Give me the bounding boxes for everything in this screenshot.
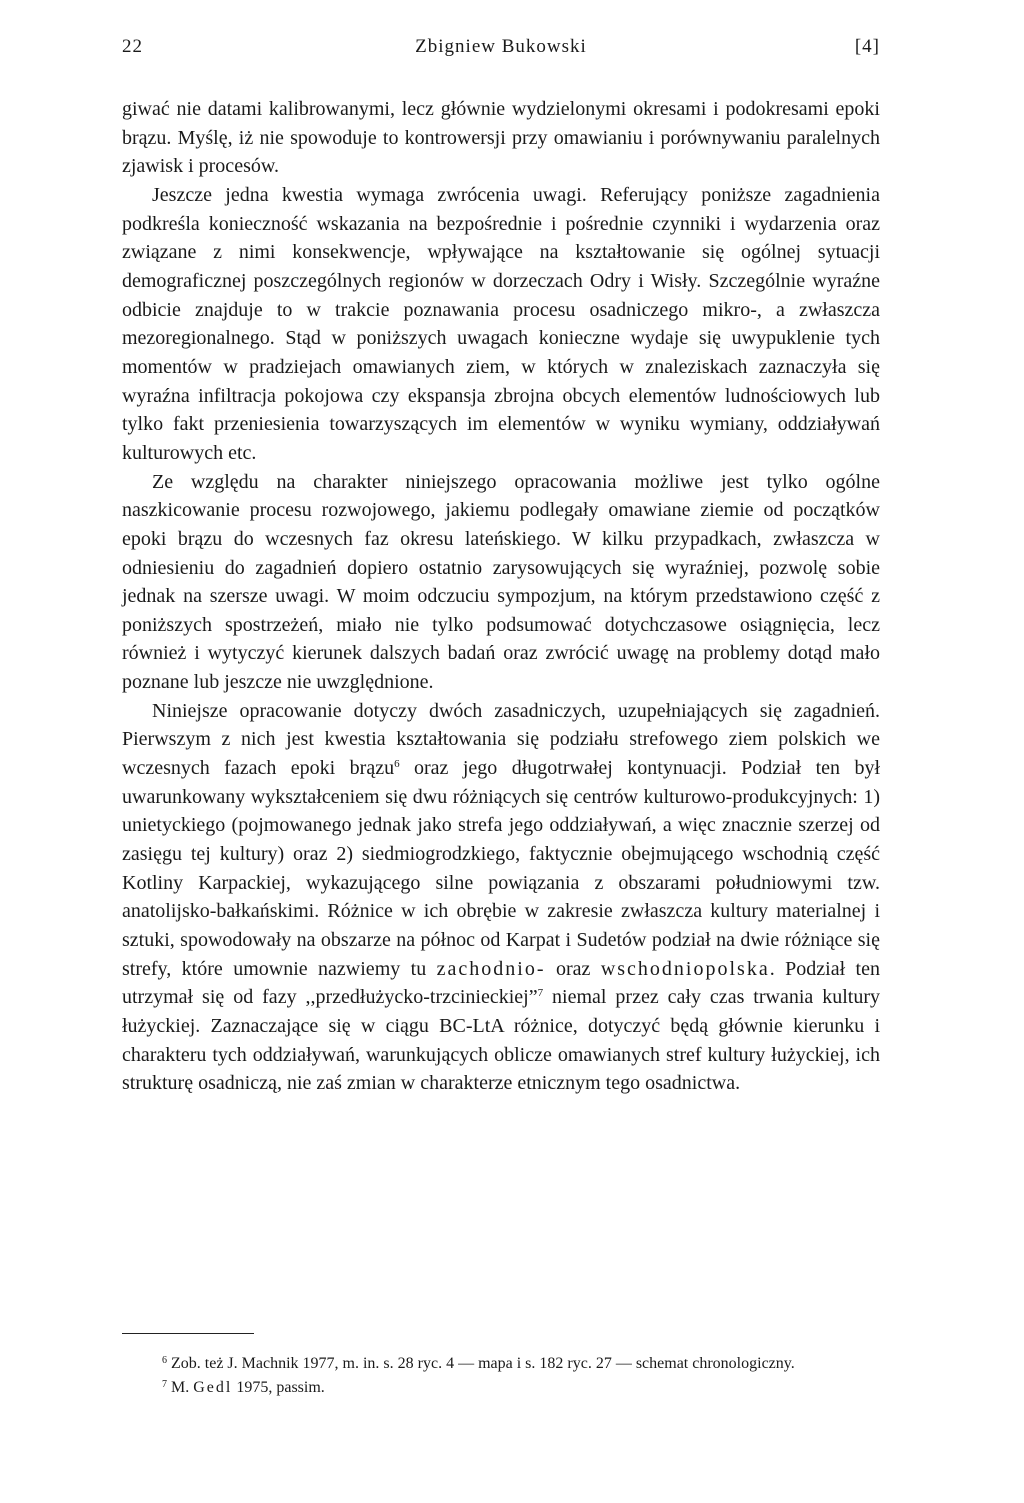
paragraph-text: oraz jego długotrwałej kontynuacji. Podział ten był uwarunkowany wykształceniem się dwu różniących się centrów kulturowo-produkcyjnych: 1) unietyckiego (pojmowanego jednak jako strefa jego oddziaływań, a więc znacznie szerzej od zasięgu tej kultury) oraz 2) siedmiogrodzkiego, faktycznie obejmującego wschodnią część Kotliny Karpackiej, wykazującego silne powiązania z obszarami południowymi tzw. anatolijsko-bałkańskimi. Różnice w ich obrębie w zakresie zwłaszcza kultury materialnej i sztuki, spowodowały na obszarze na północ od Karpat i Sudetów podział na dwie różniące się strefy, które umownie nazwiemy tu xyxy=(122,757,880,980)
footnote-ref: 7 xyxy=(537,987,544,1000)
footnotes xyxy=(122,1352,880,1400)
paragraph-text: oraz xyxy=(545,957,601,980)
footnote-text: Zob. też J. Machnik 1977, m. in. s. 28 ryc. 4 — mapa i s. 182 ryc. 27 — schemat chronologiczny. xyxy=(167,1355,795,1372)
footnote xyxy=(122,1352,880,1376)
main-text xyxy=(122,95,880,1098)
section-number: [4] xyxy=(854,36,880,57)
paragraph: Ze względu na charakter niniejszego opracowania możliwe jest tylko ogólne naszkicowanie procesu rozwojowego, jakiemu podlegały omawiane ziemie od początków epoki brązu do wczesnych faz okresu lateńskiego. W kilku przypadkach, zwłaszcza w odniesieniu do zagadnień dopiero ostatnio zarysowujących się wyraźniej, pozwolę sobie jednak na szersze uwagi. W moim odczuciu sympozjum, na którym przedstawiono część z poniższych spostrzeżeń, miało nie tylko podsumować dotychczasowe osiągnięcia, lecz również i wytyczyć kierunek dalszych badań oraz zwrócić uwagę na problemy dotąd mało poznane lub jeszcze nie uwzględnione. xyxy=(122,470,880,694)
running-header xyxy=(122,36,880,62)
paragraph-text: . Podział ten utrzymał się od fazy ,,przedłużycko-trzcinieckiej” xyxy=(122,957,880,1009)
footnote-number: 7 xyxy=(162,1379,167,1390)
paragraph-text: niemal przez cały czas trwania kultury łużyckiej. Zaznaczające się w ciągu BC-LtA różnice, dotyczyć będą głównie kierunku i charakteru tych oddziaływań, warunkujących oblicze omawianych stref kultury łużyckiej, ich strukturę osadniczą, nie zaś zmian w charakterze etnicznym tego osadnictwa. xyxy=(122,986,880,1095)
paragraph xyxy=(122,697,880,1098)
spaced-author: Gedl xyxy=(193,1379,233,1396)
running-head-author: Zbigniew Bukowski xyxy=(415,36,587,57)
page-number: 22 xyxy=(122,36,143,57)
paragraph-continuation: giwać nie datami kalibrowanymi, lecz głównie wydzielonymi okresami i podokresami epoki brązu. Myślę, iż nie spowoduje to kontrowersji przy omawianiu i porównywaniu paralelnych zjawisk i procesów. xyxy=(122,98,880,178)
spaced-term: zachodnio- xyxy=(436,957,546,980)
paragraph-text: Niniejsze opracowanie dotyczy dwóch zasadniczych, uzupełniających się zagadnień. Pierwszym z nich jest kwestia kształtowania się podziału strefowego ziem polskich we wczesnych fazach epoki brązu xyxy=(122,699,880,780)
footnote-ref: 6 xyxy=(394,758,400,771)
footnote-number: 6 xyxy=(162,1355,167,1366)
footnote-separator xyxy=(122,1333,254,1334)
spaced-term: wschodniopolska xyxy=(600,957,770,980)
footnote-text: 1975, passim. xyxy=(232,1379,325,1396)
footnote-text: M. xyxy=(167,1379,194,1396)
paragraph: Jeszcze jedna kwestia wymaga zwrócenia uwagi. Referujący poniższe zagadnienia podkreśla konieczność wskazania na bezpośrednie i pośrednie czynniki i wydarzenia oraz związane z nimi konsekwencje, wpływające na kształtowanie się ogólnej sytuacji demograficznej poszczególnych regionów w dorzeczach Odry i Wisły. Szczególnie wyraźne odbicie znajduje to w trakcie poznawania procesu osadniczego mikro-, a zwłaszcza mezoregionalnego. Stąd w poniższych uwagach konieczne wydaje się uwypuklenie tych momentów w pradziejach omawianych ziem, w których w znaleziskach zaznaczyła się wyraźna infiltracja pokojowa czy ekspansja zbrojna obcych elementów ludnościowych lub tylko fakt przeniesienia towarzyszących im elementów w wyniku wymiany, oddziaływań kulturowych etc. xyxy=(122,183,880,464)
footnote xyxy=(122,1376,880,1400)
